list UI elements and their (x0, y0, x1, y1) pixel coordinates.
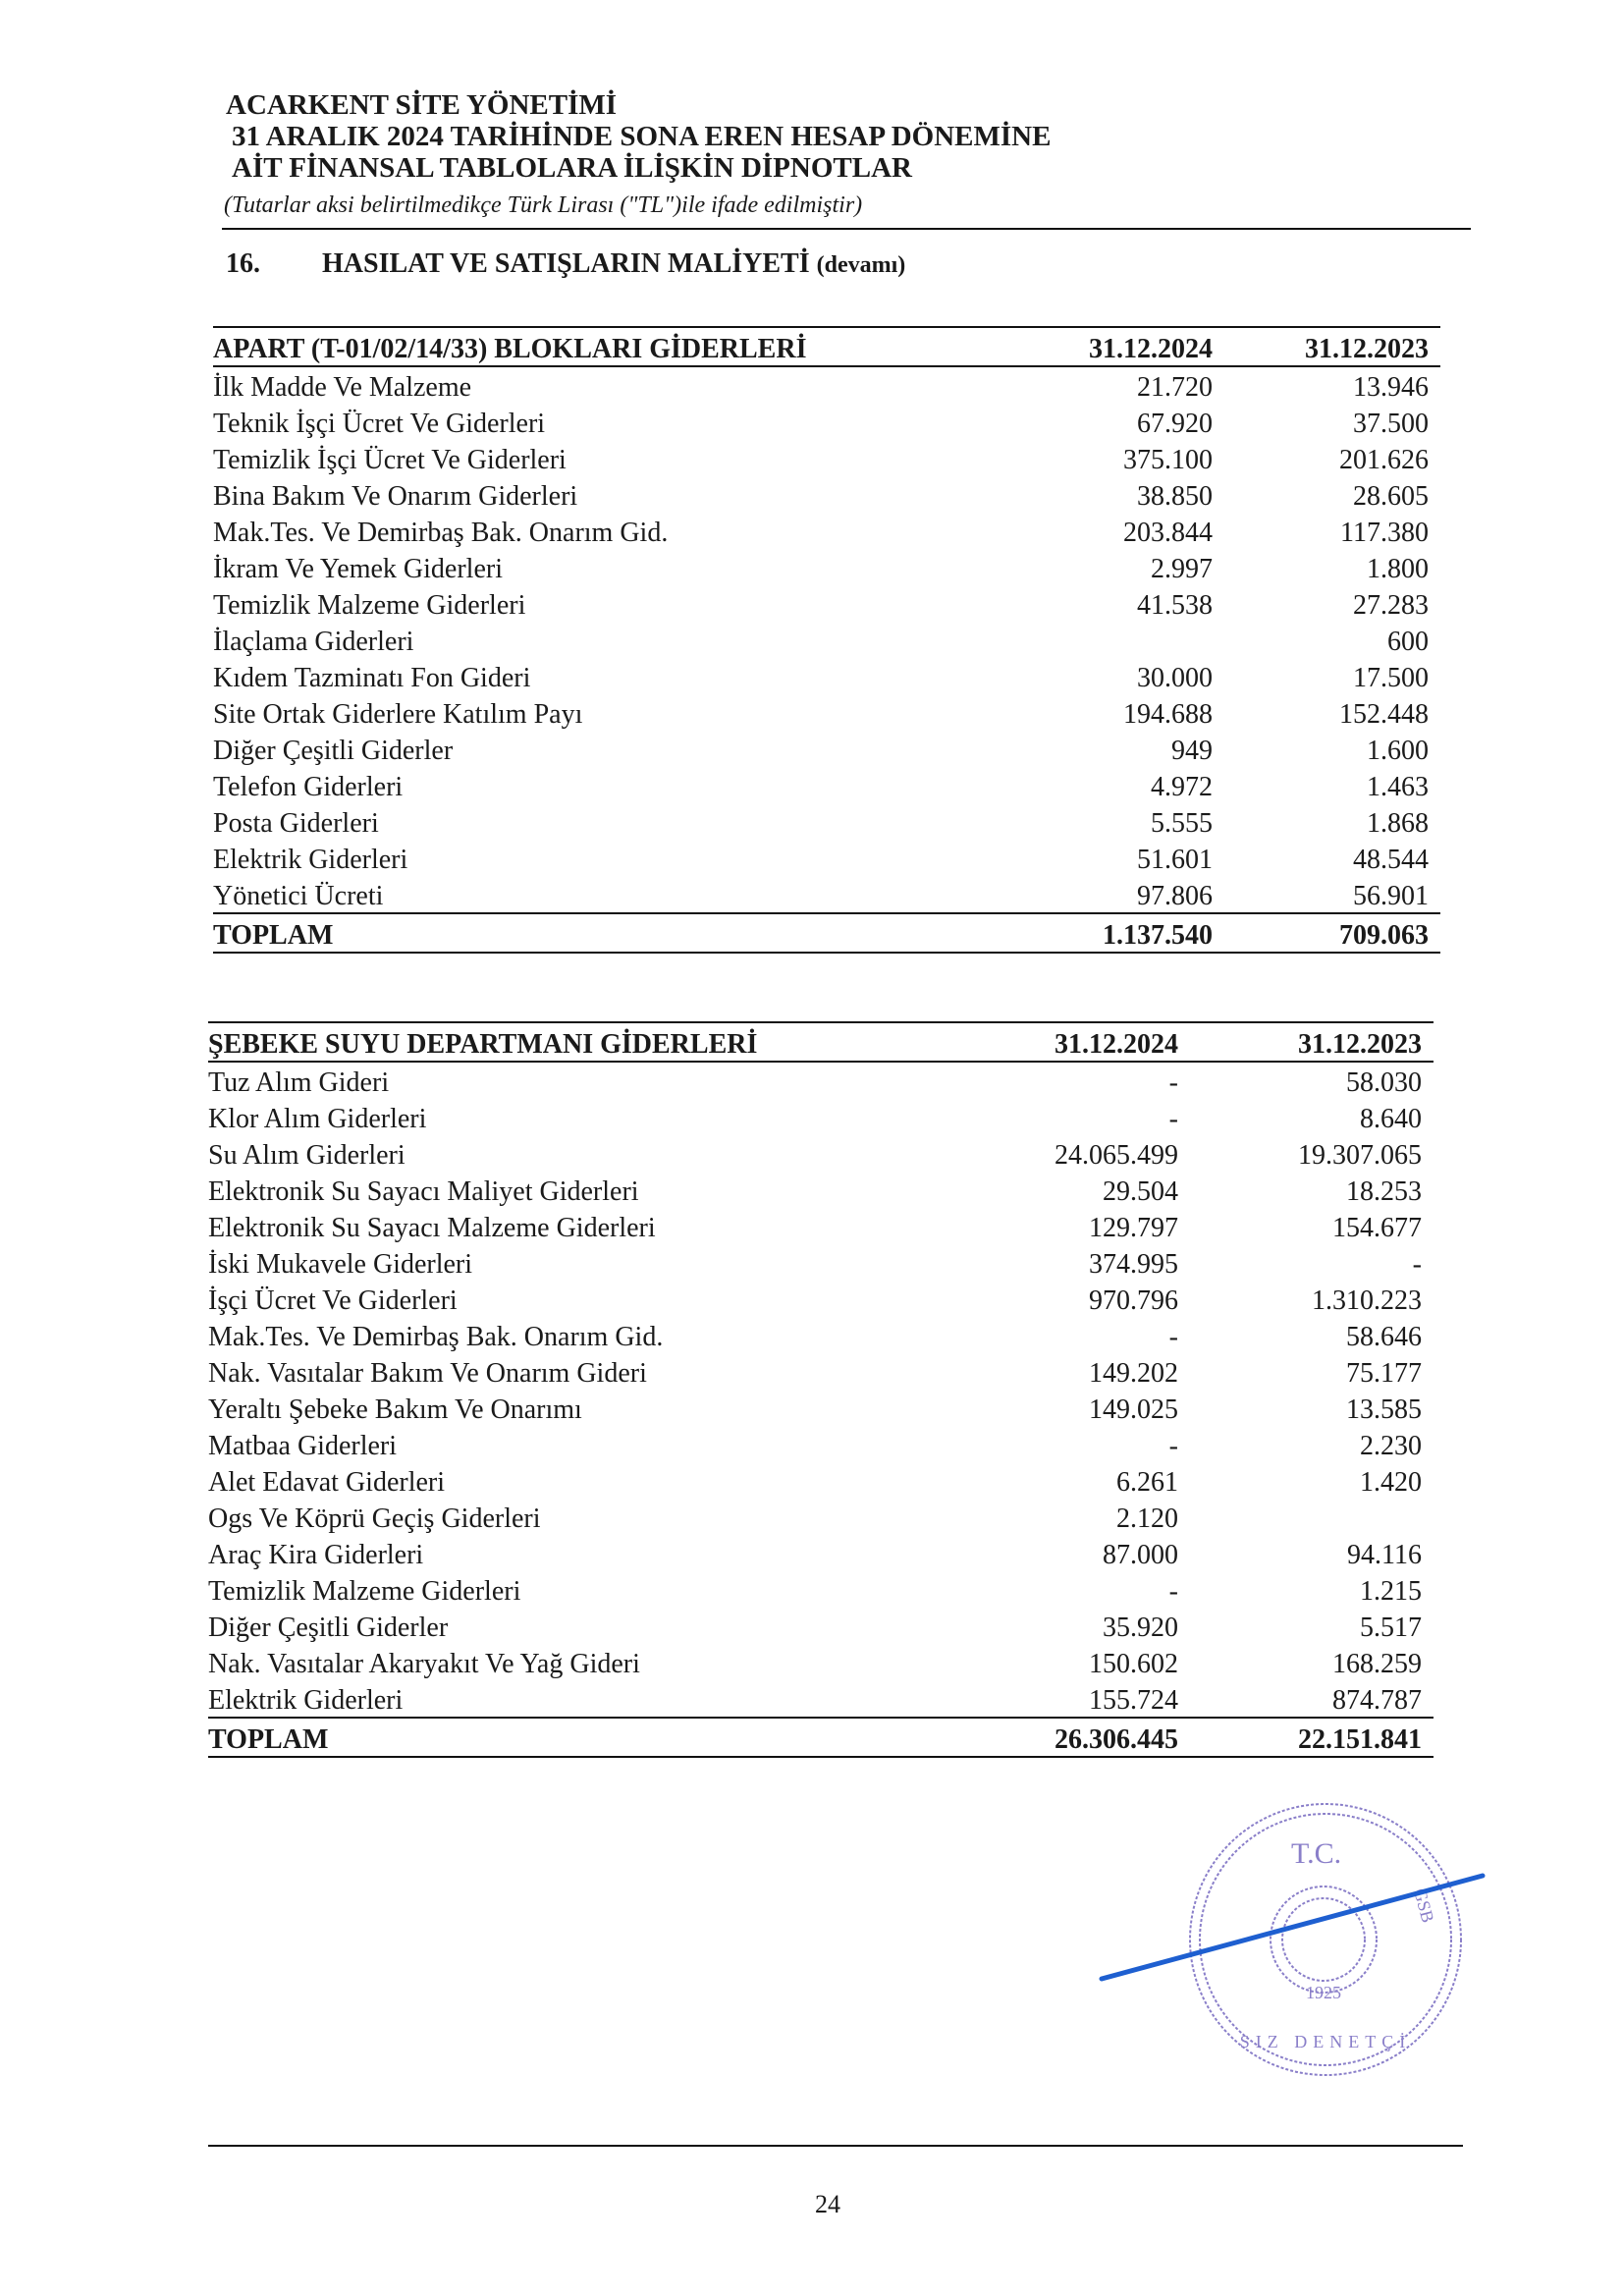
row-label: Diğer Çeşitli Giderler (208, 1613, 449, 1643)
total-2024: 1.137.540 (1018, 913, 1213, 953)
value-2023: 27.283 (1353, 590, 1429, 621)
table-row (213, 840, 1440, 876)
row-label: Nak. Vasıtalar Bakım Ve Onarım Gideri (208, 1358, 647, 1389)
row-label: Ogs Ve Köprü Geçiş Giderleri (208, 1503, 541, 1534)
row-label: Telefon Giderleri (213, 772, 404, 802)
value-2023: 13.946 (1353, 372, 1429, 403)
value-2023: 600 (1387, 627, 1429, 657)
value-2024: - (1168, 1431, 1178, 1461)
table-row (213, 476, 1440, 513)
total-label: TOPLAM (213, 913, 1018, 953)
table-row (208, 1680, 1434, 1718)
total-2024: 26.306.445 (982, 1718, 1178, 1757)
section-number: 16. (226, 248, 260, 279)
table-row (213, 404, 1440, 440)
row-label: Yönetici Ücreti (213, 881, 384, 911)
row-label: İşçi Ücret Ve Giderleri (208, 1285, 458, 1316)
value-2023: 1.463 (1367, 772, 1429, 802)
value-2023 (1178, 1499, 1422, 1535)
row-label: Yeraltı Şebeke Bakım Ve Onarımı (208, 1394, 582, 1425)
value-2024: 51.601 (1137, 845, 1213, 875)
row-label: Elektronik Su Sayacı Malzeme Giderleri (208, 1213, 656, 1243)
value-2024: 21.720 (1137, 372, 1213, 403)
row-label: Temizlik İşçi Ücret Ve Giderleri (213, 445, 567, 475)
table-row (208, 1499, 1434, 1535)
value-2023: 75.177 (1346, 1358, 1422, 1389)
table-row (208, 1390, 1434, 1426)
row-label: Mak.Tes. Ve Demirbaş Bak. Onarım Gid. (208, 1322, 664, 1352)
value-2024: 970.796 (1089, 1285, 1178, 1316)
section-title-text: HASILAT VE SATIŞLARIN MALİYETİ (322, 248, 810, 279)
value-2023: 37.500 (1353, 409, 1429, 439)
value-2023: 152.448 (1339, 699, 1429, 730)
total-label: TOPLAM (208, 1718, 982, 1757)
column-header-2023: 31.12.2023 (1298, 1029, 1422, 1060)
table-row (208, 1099, 1434, 1135)
row-label: Klor Alım Giderleri (208, 1104, 427, 1134)
section-title (322, 248, 905, 280)
table-row (208, 1244, 1434, 1281)
total-row (208, 1718, 1434, 1757)
total-row (213, 913, 1440, 953)
value-2024: 5.555 (1151, 808, 1213, 839)
value-2024: 87.000 (1103, 1540, 1178, 1570)
signature-stroke (1102, 1876, 1483, 1979)
row-label: Bina Bakım Ve Onarım Giderleri (213, 481, 578, 512)
value-2023: 1.600 (1367, 736, 1429, 766)
value-2024: 2.120 (1116, 1503, 1178, 1534)
table-row (213, 440, 1440, 476)
row-label: Elektronik Su Sayacı Maliyet Giderleri (208, 1176, 639, 1207)
table-row (208, 1571, 1434, 1608)
table-row (208, 1208, 1434, 1244)
notes-line: AİT FİNANSAL TABLOLARA İLİŞKİN DİPNOTLAR (232, 152, 912, 184)
value-2023: 1.310.223 (1312, 1285, 1422, 1316)
value-2024: 29.504 (1103, 1176, 1178, 1207)
value-2024: 2.997 (1151, 554, 1213, 584)
value-2023: 94.116 (1347, 1540, 1422, 1570)
table-row (213, 549, 1440, 585)
value-2023: - (1412, 1249, 1422, 1280)
row-label: Diğer Çeşitli Giderler (213, 736, 454, 766)
section-suffix: (devamı) (816, 252, 906, 278)
apart-expenses-table (213, 326, 1440, 954)
table-row (208, 1062, 1434, 1099)
table-row (208, 1608, 1434, 1644)
value-2024: 35.920 (1103, 1613, 1178, 1643)
table-row (213, 513, 1440, 549)
value-2023: 17.500 (1353, 663, 1429, 693)
row-label: Nak. Vasıtalar Akaryakıt Ve Yağ Gideri (208, 1649, 640, 1679)
stamp-text-top: T.C. (1291, 1837, 1342, 1870)
row-label: Kıdem Tazminatı Fon Gideri (213, 663, 531, 693)
table-row (208, 1644, 1434, 1680)
row-label: Su Alım Giderleri (208, 1140, 406, 1171)
value-2024: 949 (1171, 736, 1213, 766)
row-label: Temizlik Malzeme Giderleri (208, 1576, 521, 1607)
table-header-row (208, 1022, 1434, 1062)
value-2024: 194.688 (1123, 699, 1213, 730)
row-label: İlk Madde Ve Malzeme (213, 372, 472, 403)
table-title: APART (T-01/02/14/33) BLOKLARI GİDERLERİ (213, 334, 807, 364)
row-label: Site Ortak Giderlere Katılım Payı (213, 699, 583, 730)
row-label: Matbaa Giderleri (208, 1431, 398, 1461)
value-2024: 67.920 (1137, 409, 1213, 439)
value-2023: 28.605 (1353, 481, 1429, 512)
value-2024: 374.995 (1089, 1249, 1178, 1280)
row-label: Tuz Alım Gideri (208, 1067, 390, 1098)
value-2023: 201.626 (1339, 445, 1429, 475)
page-number: 24 (815, 2190, 840, 2218)
stamp-year: 1925 (1306, 1983, 1341, 2002)
table-row (213, 366, 1440, 404)
table-row (208, 1135, 1434, 1172)
value-2024: - (1168, 1067, 1178, 1098)
value-2024: - (1168, 1576, 1178, 1607)
row-label: Elektrik Giderleri (208, 1685, 404, 1716)
column-header-2024: 31.12.2024 (1055, 1029, 1178, 1060)
stamp-text-bottom: SIZ DENETÇİ (1239, 2032, 1412, 2051)
value-2024 (1018, 622, 1213, 658)
table-title: ŞEBEKE SUYU DEPARTMANI GİDERLERİ (208, 1029, 758, 1060)
table-header-row (213, 327, 1440, 366)
value-2024: 30.000 (1137, 663, 1213, 693)
value-2023: 1.215 (1360, 1576, 1422, 1607)
row-label: Posta Giderleri (213, 808, 379, 839)
value-2023: 58.646 (1346, 1322, 1422, 1352)
row-label: Temizlik Malzeme Giderleri (213, 590, 526, 621)
value-2024: 38.850 (1137, 481, 1213, 512)
table-row (208, 1317, 1434, 1353)
table-row (213, 876, 1440, 913)
value-2023: 1.868 (1367, 808, 1429, 839)
value-2024: 375.100 (1123, 445, 1213, 475)
table-row (208, 1535, 1434, 1571)
header-divider (222, 228, 1471, 230)
value-2023: 1.800 (1367, 554, 1429, 584)
table-row (213, 731, 1440, 767)
stamp-text-right: GSB (1410, 1886, 1438, 1925)
value-2024: 129.797 (1089, 1213, 1178, 1243)
value-2024: - (1168, 1104, 1178, 1134)
value-2023: 168.259 (1332, 1649, 1422, 1679)
value-2023: 8.640 (1360, 1104, 1422, 1134)
value-2024: 97.806 (1137, 881, 1213, 911)
value-2023: 13.585 (1346, 1394, 1422, 1425)
value-2023: 48.544 (1353, 845, 1429, 875)
value-2023: 2.230 (1360, 1431, 1422, 1461)
table-row (213, 585, 1440, 622)
table-row (213, 658, 1440, 694)
value-2024: 6.261 (1116, 1467, 1178, 1498)
value-2023: 1.420 (1360, 1467, 1422, 1498)
row-label: Mak.Tes. Ve Demirbaş Bak. Onarım Gid. (213, 518, 669, 548)
row-label: İkram Ve Yemek Giderleri (213, 554, 503, 584)
column-header-2023: 31.12.2023 (1305, 334, 1429, 364)
table-row (213, 803, 1440, 840)
currency-note: (Tutarlar aksi belirtilmedikçe Türk Lirası ("TL")ile ifade edilmiştir) (224, 192, 863, 218)
table-row (208, 1281, 1434, 1317)
value-2024: - (1168, 1322, 1178, 1352)
value-2023: 5.517 (1360, 1613, 1422, 1643)
row-label: Elektrik Giderleri (213, 845, 408, 875)
row-label: Araç Kira Giderleri (208, 1540, 424, 1570)
total-2023: 22.151.841 (1178, 1718, 1422, 1757)
row-label: Teknik İşçi Ücret Ve Giderleri (213, 409, 546, 439)
value-2023: 56.901 (1353, 881, 1429, 911)
value-2024: 149.025 (1089, 1394, 1178, 1425)
official-stamp (1090, 1792, 1502, 2087)
value-2024: 150.602 (1089, 1649, 1178, 1679)
value-2024: 24.065.499 (1055, 1140, 1178, 1171)
value-2023: 117.380 (1340, 518, 1429, 548)
company-name: ACARKENT SİTE YÖNETİMİ (226, 89, 618, 121)
table-row (208, 1426, 1434, 1462)
row-label: İski Mukavele Giderleri (208, 1249, 473, 1280)
row-label: Alet Edavat Giderleri (208, 1467, 446, 1498)
column-header-2024: 31.12.2024 (1089, 334, 1213, 364)
value-2024: 155.724 (1089, 1685, 1178, 1716)
value-2023: 874.787 (1332, 1685, 1422, 1716)
footer-divider (208, 2145, 1463, 2147)
value-2023: 154.677 (1332, 1213, 1422, 1243)
table-row (213, 622, 1440, 658)
value-2024: 149.202 (1089, 1358, 1178, 1389)
table-row (208, 1172, 1434, 1208)
row-label: İlaçlama Giderleri (213, 627, 414, 657)
value-2023: 19.307.065 (1298, 1140, 1422, 1171)
value-2024: 4.972 (1151, 772, 1213, 802)
period-line: 31 ARALIK 2024 TARİHİNDE SONA EREN HESAP DÖNEMİNE (232, 121, 1052, 152)
value-2024: 203.844 (1123, 518, 1213, 548)
total-2023: 709.063 (1213, 913, 1429, 953)
table-row (208, 1353, 1434, 1390)
table-row (213, 767, 1440, 803)
value-2024: 41.538 (1137, 590, 1213, 621)
table-row (208, 1462, 1434, 1499)
table-row (213, 694, 1440, 731)
water-department-expenses-table (208, 1021, 1434, 1758)
value-2023: 58.030 (1346, 1067, 1422, 1098)
value-2023: 18.253 (1346, 1176, 1422, 1207)
